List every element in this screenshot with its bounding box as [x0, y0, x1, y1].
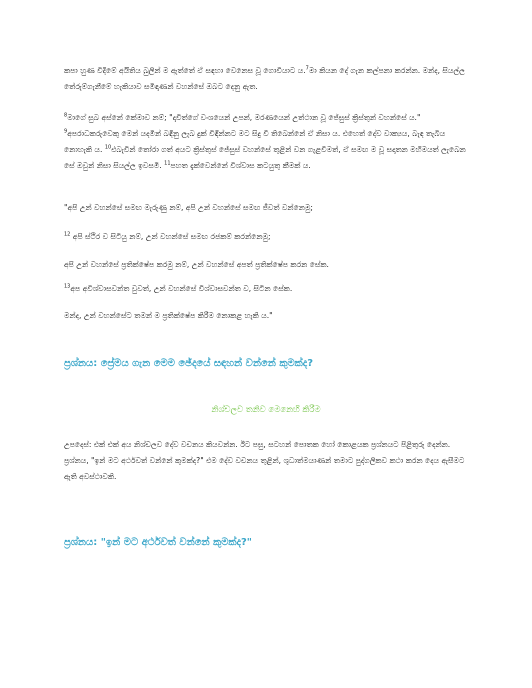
- paragraph-instructions: උපදෙස්: එක් එක් අය නිශ්චලව දේව වචනය කියවන්න. ඊට පසු, සටහන් පොතක හෝ කොළයක ප්‍රශ්නයට පිළිතුරු දෙන්න. ප්‍රශ්නය, "ඉන් මට අර්ථවත් වන්නේ කුමක්ද?" එම දේව වචනය තුළින්, ශුධාත්මයාණන් තමාට පුද්ගලිකව කථා කරන දෙය ඇසීමට ඇති අවස්ථාවකි.: [64, 440, 465, 481]
- section-heading: නිශ්චලව තනිව මෙනෙහි කිරීම: [211, 405, 321, 415]
- paragraph-text: කපා හුණ විදිමේ අයිතිය බුලින් ම ඇත්තේ ඒ සඳහා වෙනෙස වූ ගොවියාට ය.: [64, 66, 306, 75]
- paragraph-text: අපරාධකරුවෙකු මෙන් යදමින් බඳිනු ලැබ දුක් විඳින්නට මට සිදු වී තිබෙන්නේ ඒ නිසා ය. එහෙත් දේව වාක්‍යය, බැඳ තැබිය නොහැකි ය.: [64, 129, 446, 154]
- paragraph-text: මාගේ සුබ අස්නේ කේමාව නම්; "දාවිත්ගේ වංශයෙන් උපන්, මරණයෙන් උත්ථාන වූ ජේසුස් ක්‍රිස්තුන් වහන්සේ ය.": [67, 113, 421, 122]
- paragraph-intro: [64, 63, 472, 95]
- quote-line-2: [64, 230, 472, 244]
- paragraph-text: එබැවින් තෝරා ගත් අයට ක්‍රිස්තුස් ජේසුස් වහන්සේ තුළින් වන ගැළවීමත්, ඒ සමඟ ම වූ සදාතන මහිමයත් ලැබෙන සේ ඔවුන් නිසා සියල්ල ඉවසමි.: [64, 145, 466, 170]
- quote-text: අපි ස්ථිර ව සිටියු නම්, උන් වහන්සේ සමඟ රජකම් කරන්නෙමු;: [70, 232, 271, 241]
- verse-number: 12: [64, 231, 71, 238]
- quote-line-5: මන්ද, උන් වහන්සේට තමන් ම ප්‍රතික්ෂේප කිරීම නොකළ හැකි ය.": [64, 311, 273, 320]
- quote-text: අප අවිශ්වාසවන්ත වුවත්, උන් වහන්සේ විශ්වාසවන්ත ව, සිටින සේක.: [70, 284, 293, 293]
- quote-line-3: අපි උන් වහන්සේ ප්‍රතික්ෂේප කරමු නම්, උන් වහන්සේ අපත් ප්‍රතික්ෂේප කරන සේක.: [64, 260, 329, 269]
- paragraph-text: පහත දැක්වෙන්නේ විශ්වාස කටයුතු කීමක් ය.: [170, 161, 311, 170]
- verse-number: 10: [104, 144, 112, 151]
- verse-number: 8: [64, 112, 68, 119]
- verse-number: 7: [305, 65, 309, 72]
- verse-number: 9: [64, 128, 68, 135]
- paragraph-text: මා කියන දේ ගැන කල්පනා කරන්න. මන්ද, සියල්ල තේරුම්ගැනීමේ හැකියාව සමිඳාණන් වහන්සේ ඔබට දෙනු ඇත.: [64, 66, 465, 91]
- paragraph-scripture: [64, 110, 472, 174]
- verse-number: 11: [164, 160, 171, 167]
- question-love: ප්‍රශ්නය: ප්‍රේමය ගැන මෙම ඡේදයේ සඳහන් වන්නේ කුමක්ද?: [64, 358, 314, 369]
- verse-number: 13: [64, 283, 71, 290]
- question-meaning: ප්‍රශ්නය: "ඉන් මට අර්ථවත් වන්නේ කුමක්ද?": [64, 537, 253, 548]
- quote-line-1: "අපි උන් වහන්සේ සමඟ මැරුණු නම්, අපි උන් වහන්සේ සමඟ ජීවත් වන්නෙමු;: [64, 203, 313, 212]
- quote-line-4: [64, 282, 472, 296]
